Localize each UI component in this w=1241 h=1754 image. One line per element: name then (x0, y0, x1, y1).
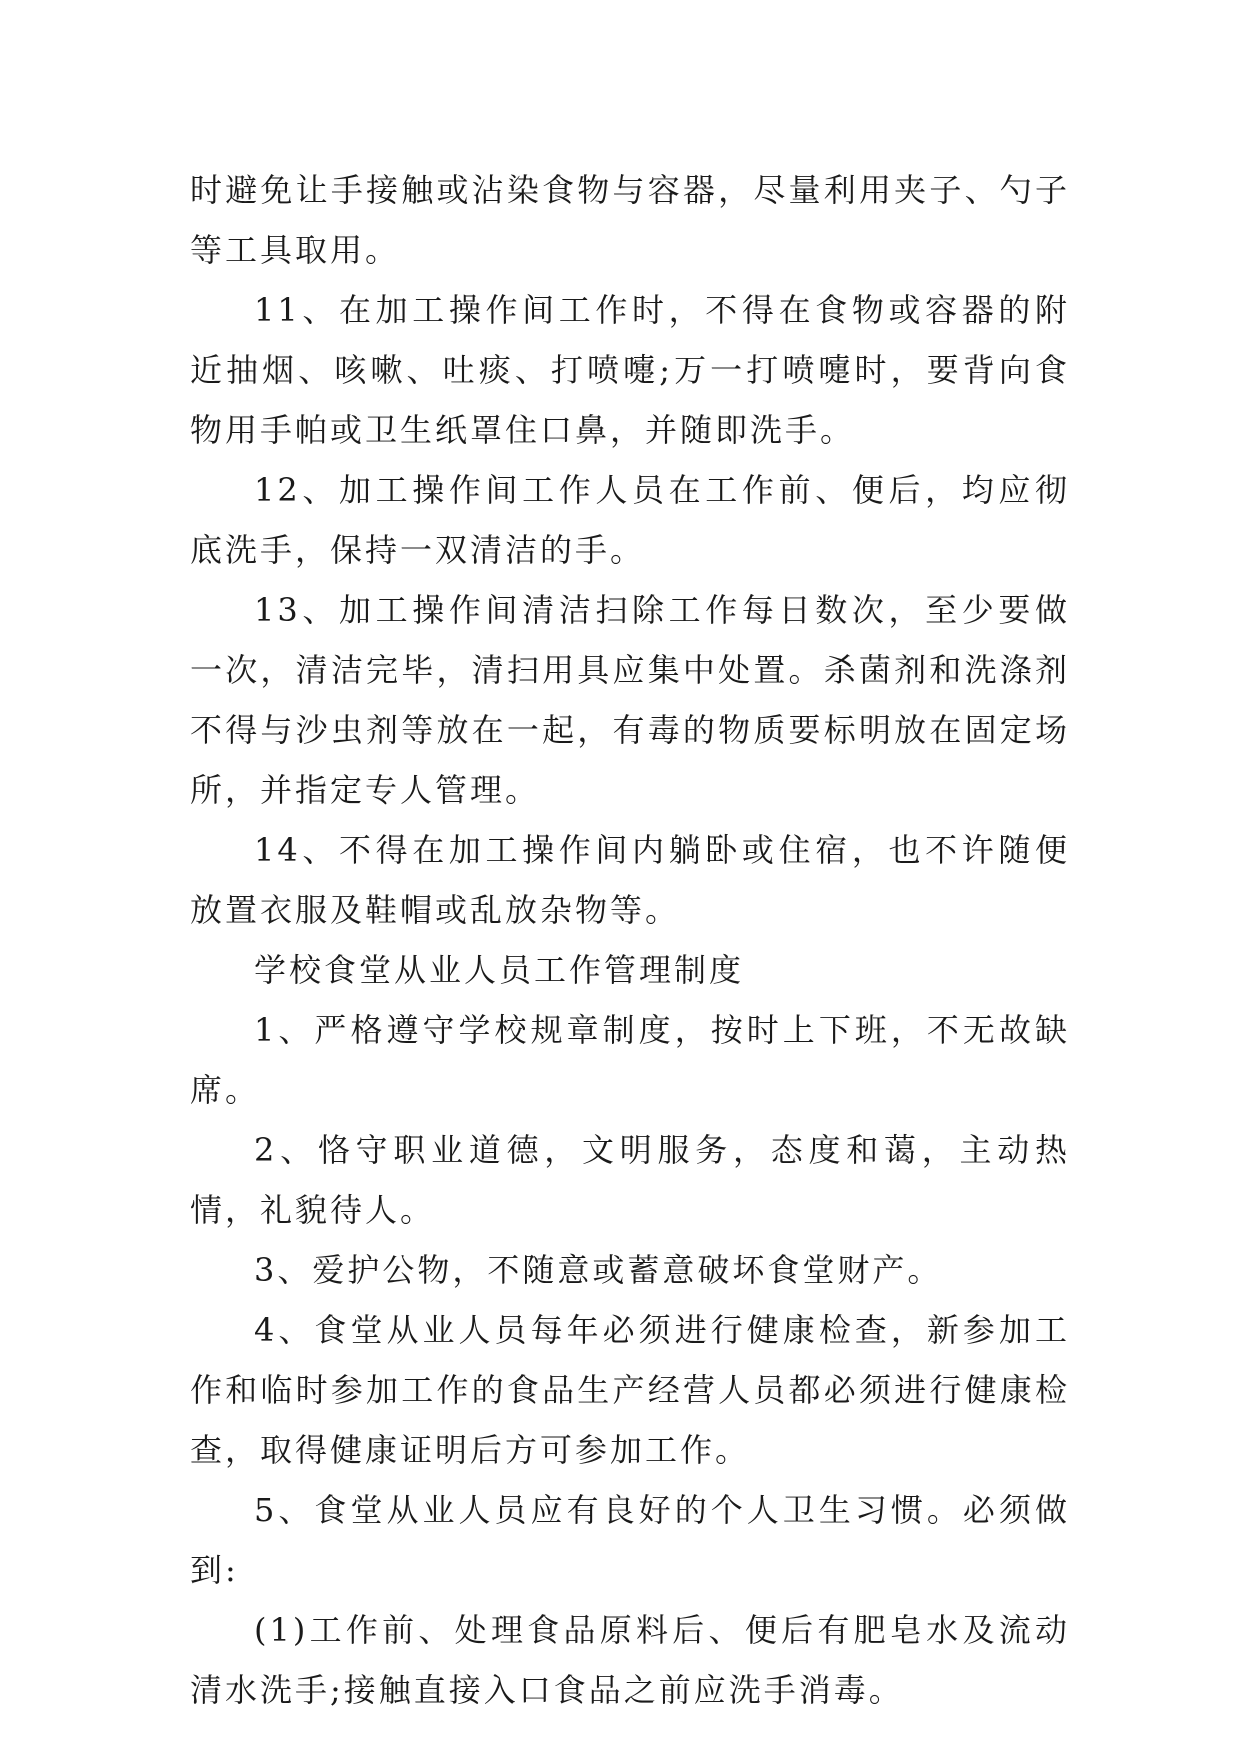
paragraph-item-14: 14、不得在加工操作间内躺卧或住宿，也不许随便放置衣服及鞋帽或乱放杂物等。 (190, 831, 1070, 929)
paragraph-rule-3: 3、爱护公物，不随意或蓄意破坏食堂财产。 (254, 1251, 943, 1289)
document-body (190, 160, 1070, 1720)
paragraph-item-13: 13、加工操作间清洁扫除工作每日数次，至少要做一次，清洁完毕，清扫用具应集中处置。杀菌剂和洗涤剂不得与沙虫剂等放在一起，有毒的物质要标明放在固定场所，并指定专人管理。 (190, 591, 1070, 809)
paragraph-subrule-1: (1)工作前、处理食品原料后、便后有肥皂水及流动清水洗手;接触直接入口食品之前应洗手消毒。 (190, 1611, 1070, 1709)
paragraph-rule-5: 5、食堂从业人员应有良好的个人卫生习惯。必须做到: (190, 1491, 1070, 1589)
paragraph-rule-2: 2、恪守职业道德，文明服务，态度和蔼，主动热情，礼貌待人。 (190, 1131, 1070, 1229)
paragraph-rule-1: 1、严格遵守学校规章制度，按时上下班，不无故缺席。 (190, 1011, 1070, 1109)
section-title: 学校食堂从业人员工作管理制度 (254, 951, 745, 989)
paragraph-continuation: 时避免让手接触或沾染食物与容器，尽量利用夹子、勺子等工具取用。 (190, 171, 1070, 269)
paragraph-item-11: 11、在加工操作间工作时，不得在食物或容器的附近抽烟、咳嗽、吐痰、打喷嚏;万一打喷嚏时，要背向食物用手帕或卫生纸罩住口鼻，并随即洗手。 (190, 291, 1070, 449)
paragraph-item-12: 12、加工操作间工作人员在工作前、便后，均应彻底洗手，保持一双清洁的手。 (190, 471, 1070, 569)
paragraph-rule-4: 4、食堂从业人员每年必须进行健康检查，新参加工作和临时参加工作的食品生产经营人员都必须进行健康检查，取得健康证明后方可参加工作。 (190, 1311, 1070, 1469)
